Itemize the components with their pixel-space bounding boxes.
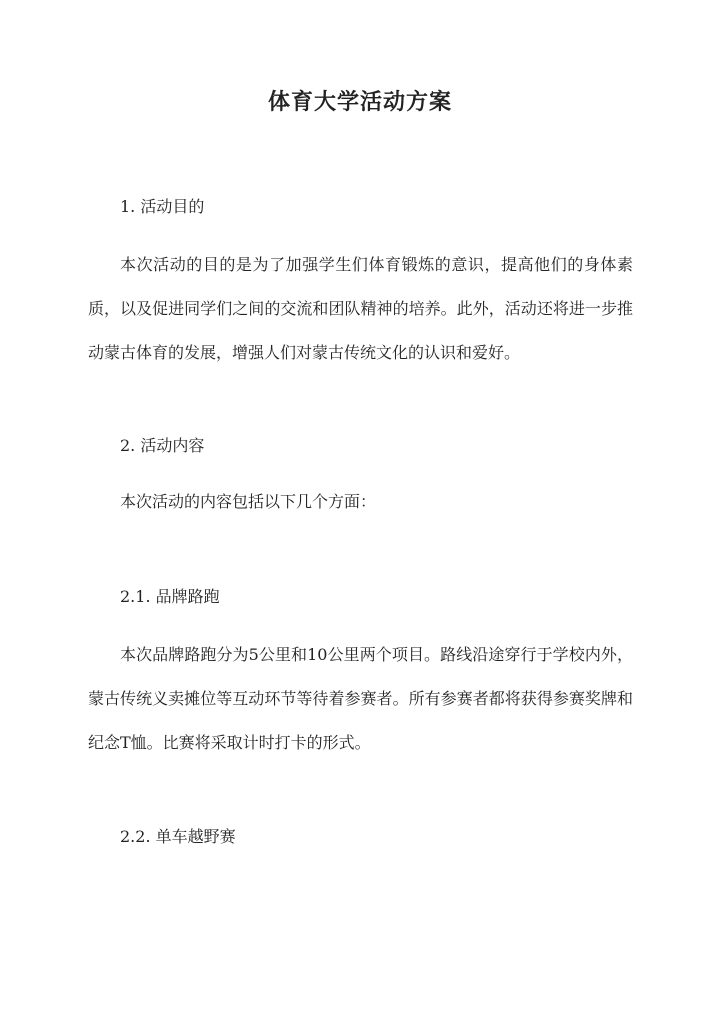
section-heading-purpose: 1. 活动目的 [120, 197, 205, 216]
section-heading-content: 2. 活动内容 [120, 436, 205, 455]
section-heading-bike-race: 2.2. 单车越野赛 [120, 827, 236, 846]
section-paragraph-content: 本次活动的内容包括以下几个方面： [120, 492, 377, 511]
section-paragraph-brand-run: 本次品牌路跑分为5公里和10公里两个项目。路线沿途穿行于学校内外，蒙古传统义卖摊位等互动环节等待着参赛者。所有参赛者都将获得参赛奖牌和纪念T恤。比赛将采取计时打卡的形式。 [88, 645, 633, 752]
section-paragraph-purpose: 本次活动的目的是为了加强学生们体育锻炼的意识，提高他们的身体素质，以及促进同学们之间的交流和团队精神的培养。此外，活动还将进一步推动蒙古体育的发展，增强人们对蒙古传统文化的认识和爱好。 [88, 255, 633, 362]
section-heading-brand-run: 2.1. 品牌路跑 [120, 587, 220, 606]
document-title: 体育大学活动方案 [267, 89, 452, 115]
